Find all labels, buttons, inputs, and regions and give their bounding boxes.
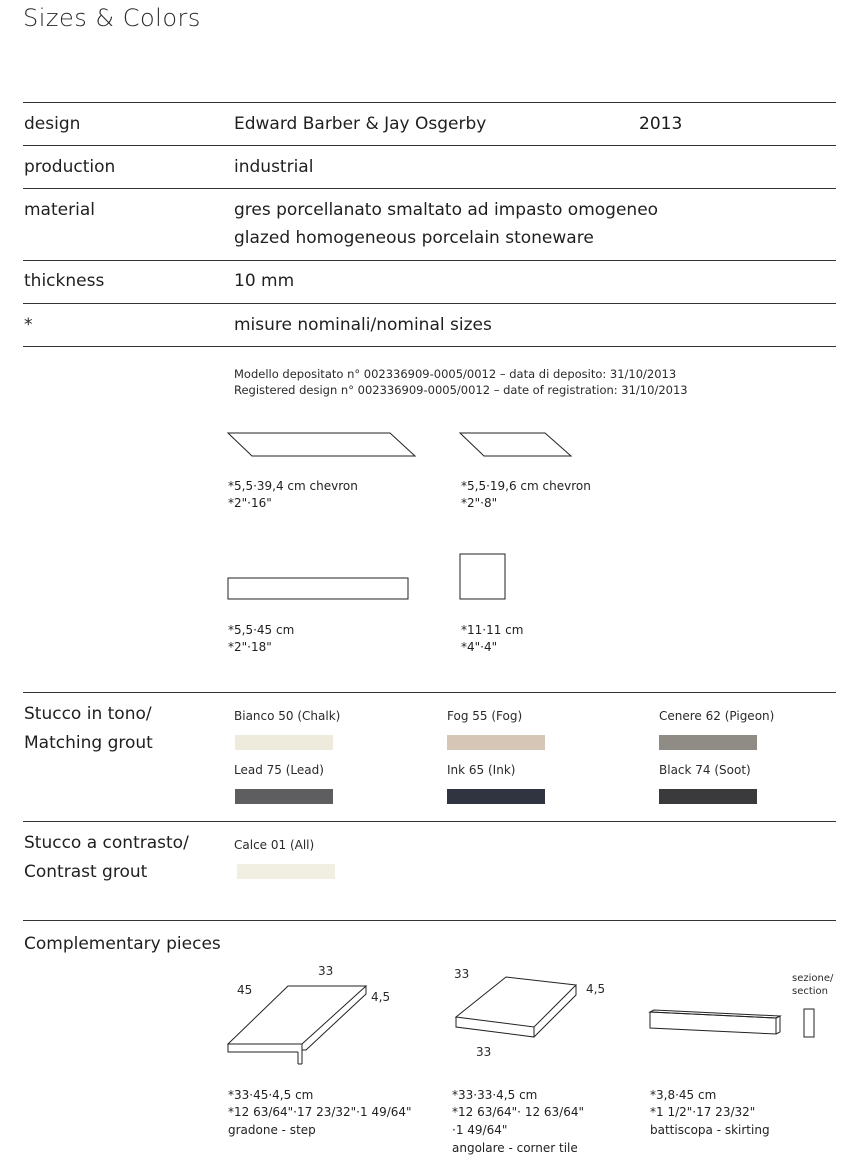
step-dim-right: 4,5 [371, 990, 391, 1004]
grout-swatch [659, 735, 757, 750]
skirting-imperial: *1 1/2"·17 23/32" [650, 1105, 756, 1119]
size-metric: *5,5·19,6 cm chevron [461, 479, 591, 493]
corner-metric: *33·33·4,5 cm [452, 1088, 538, 1102]
nominal-sizes-note: misure nominali/nominal sizes [234, 315, 492, 335]
grout-swatch [235, 735, 333, 750]
material-value-en: glazed homogeneous porcelain stoneware [234, 228, 594, 248]
step-metric: *33·45·4,5 cm [228, 1088, 314, 1102]
size-imperial: *2"·16" [228, 496, 272, 510]
grout-name: Bianco 50 (Chalk) [234, 709, 341, 723]
step-name: gradone - step [228, 1123, 316, 1137]
grout-name: Fog 55 (Fog) [447, 709, 523, 723]
chevron-long-shape [227, 432, 417, 458]
section-label-en: section [792, 986, 829, 997]
chevron-short-shape [459, 432, 574, 458]
size-imperial: *2"·18" [228, 640, 272, 654]
grout-name: Black 74 (Soot) [659, 763, 751, 777]
grout-name: Cenere 62 (Pigeon) [659, 709, 775, 723]
grout-swatch [237, 864, 335, 879]
divider [23, 260, 836, 261]
skirting-name: battiscopa - skirting [650, 1123, 770, 1137]
corner-piece-drawing [454, 975, 580, 1045]
skirting-piece-drawing [648, 1008, 784, 1038]
divider [23, 346, 836, 347]
contrast-grout-label-en: Contrast grout [24, 862, 148, 882]
production-label: production [24, 157, 116, 177]
design-label: design [24, 114, 81, 134]
design-value: Edward Barber & Jay Osgerby [234, 114, 487, 134]
step-dim-top: 33 [318, 964, 334, 978]
divider [23, 821, 836, 822]
rectangle-tile-shape [227, 577, 409, 601]
material-label: material [24, 200, 95, 220]
grout-swatch [659, 789, 757, 804]
size-imperial: *2"·8" [461, 496, 498, 510]
section-label-it: sezione/ [792, 973, 834, 984]
registration-en: Registered design n° 002336909-0005/0012 – date of registration: 31/10/2013 [234, 383, 688, 397]
step-dim-left: 45 [237, 983, 253, 997]
corner-dim-right: 4,5 [586, 982, 606, 996]
design-year: 2013 [639, 114, 683, 134]
asterisk-label: * [24, 315, 33, 335]
divider [23, 920, 836, 921]
corner-imperial-cont: ·1 49/64" [452, 1123, 508, 1137]
registration-it: Modello depositato n° 002336909-0005/0012 – data di deposito: 31/10/2013 [234, 367, 677, 381]
thickness-value: 10 mm [234, 271, 295, 291]
corner-dim-top: 33 [454, 967, 470, 981]
corner-imperial: *12 63/64"· 12 63/64" [452, 1105, 584, 1119]
size-imperial: *4"·4" [461, 640, 498, 654]
grout-name: Calce 01 (All) [234, 838, 315, 852]
skirting-section-drawing [803, 1008, 817, 1040]
grout-swatch [447, 735, 545, 750]
grout-name: Lead 75 (Lead) [234, 763, 324, 777]
divider [23, 188, 836, 189]
grout-name: Ink 65 (Ink) [447, 763, 516, 777]
divider [23, 145, 836, 146]
thickness-label: thickness [24, 271, 105, 291]
corner-name: angolare - corner tile [452, 1141, 578, 1155]
skirting-metric: *3,8·45 cm [650, 1088, 717, 1102]
matching-grout-label-it: Stucco in tono/ [24, 704, 152, 724]
page-title: Sizes & Colors [23, 4, 201, 32]
production-value: industrial [234, 157, 314, 177]
step-imperial: *12 63/64"·17 23/32"·1 49/64" [228, 1105, 412, 1119]
size-metric: *11·11 cm [461, 623, 524, 637]
grout-swatch [447, 789, 545, 804]
divider [23, 303, 836, 304]
divider [23, 102, 836, 103]
contrast-grout-label-it: Stucco a contrasto/ [24, 833, 189, 853]
square-tile-shape [459, 553, 507, 601]
complementary-label: Complementary pieces [24, 934, 221, 954]
matching-grout-label-en: Matching grout [24, 733, 153, 753]
grout-swatch [235, 789, 333, 804]
divider [23, 692, 836, 693]
size-metric: *5,5·39,4 cm chevron [228, 479, 358, 493]
size-metric: *5,5·45 cm [228, 623, 295, 637]
material-value-it: gres porcellanato smaltato ad impasto omogeneo [234, 200, 659, 220]
corner-dim-bottom: 33 [476, 1045, 492, 1059]
